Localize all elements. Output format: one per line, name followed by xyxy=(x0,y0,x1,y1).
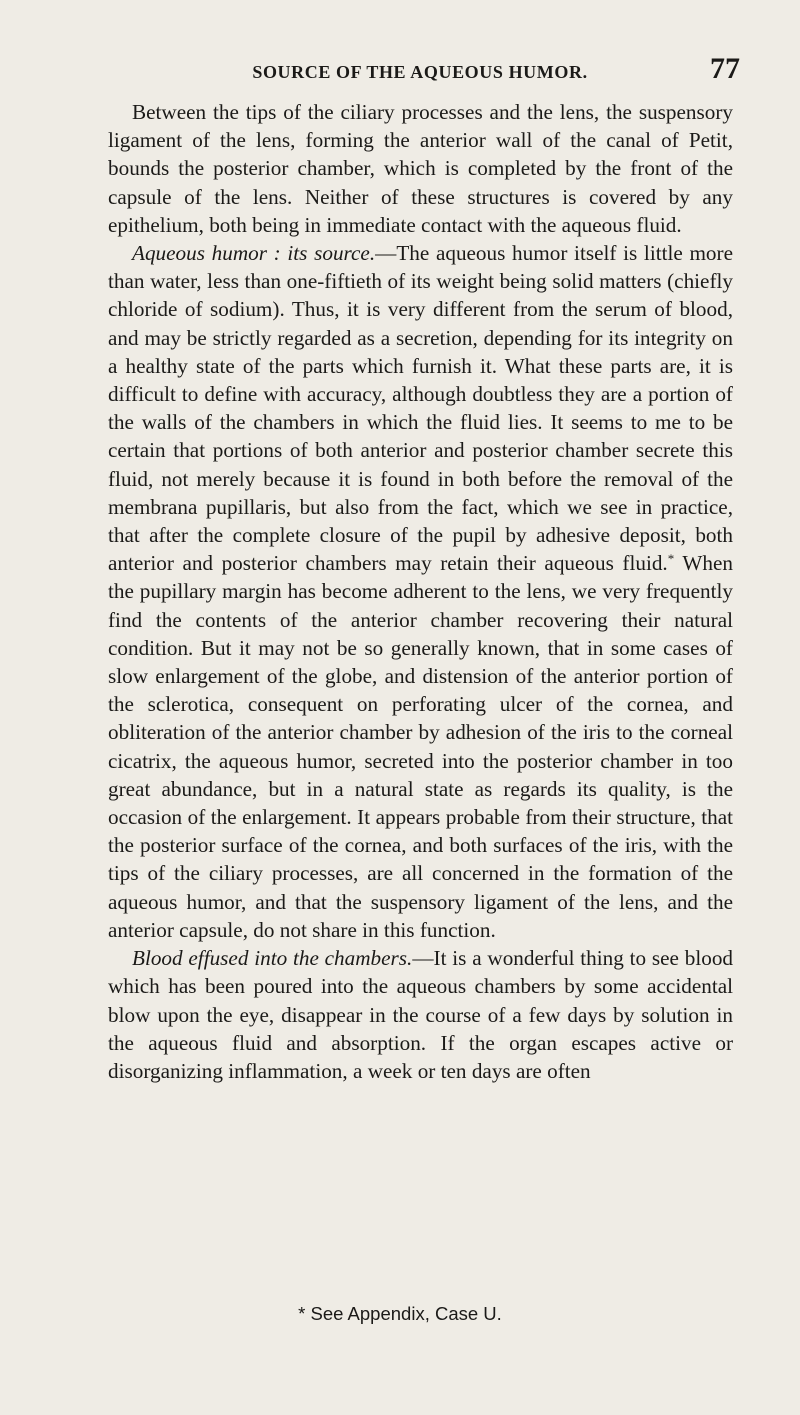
paragraph-text: —It is a wonderful thing to see blood which has been poured into the aqueous chambers by some accidental blow upon the eye, disappear in the course of a few days by solution in the aqueous fluid and absorption. If the organ escapes active or disorganizing inflammation, a week or ten days are often xyxy=(108,946,734,1083)
page-number: 77 xyxy=(710,52,740,85)
section-heading-blood-effused: Blood effused into the chambers. xyxy=(132,946,413,971)
paragraph-blood-effused xyxy=(108,944,733,1085)
body-text xyxy=(108,98,733,1085)
paragraph-text-continued: When the pupillary margin has become adherent to the lens, we very frequently find the contents of the anterior chamber recovering their natural condition. But it may not be so generally known, that in some cases of slow enlargement of the globe, and distension of the anterior portion of the sclerotica, consequent on perforating ulcer of the cornea, and obliteration of the anterior chamber by adhesion of the iris to the corneal cicatrix, the aqueous humor, secreted into the posterior chamber in too great abundance, but in a natural state as regards its quality, is the occasion of the enlargement. It appears probable from their structure, that the posterior surface of the cornea, and both surfaces of the iris, with the tips of the ciliary processes, are all concerned in the formation of the aqueous humor, and that the suspensory ligament of the lens, and the anterior capsule, do not share in this function. xyxy=(108,551,733,942)
page-header xyxy=(100,52,740,92)
paragraph-ciliary-processes xyxy=(108,98,733,239)
section-heading-aqueous-humor: Aqueous humor : its source. xyxy=(132,241,376,266)
footnote-marker: * xyxy=(667,551,675,567)
paragraph-text: Between the tips of the ciliary processes and the lens, the suspensory ligament of the lens, forming the anterior wall of the canal of Petit, bounds the posterior chamber, which is completed by the front of the capsule of the lens. Neither of these structures is covered by any epithelium, both being in immediate contact with the aqueous fluid. xyxy=(108,100,733,237)
footnote: * See Appendix, Case U. xyxy=(298,1303,502,1324)
running-head: SOURCE OF THE AQUEOUS HUMOR. xyxy=(252,62,588,82)
paragraph-text: —The aqueous humor itself is little more than water, less than one-fiftieth of its weight being solid matters (chiefly chloride of sodium). Thus, it is very different from the serum of blood, and may be strictly regarded as a secretion, depending for its integrity on a healthy state of the parts which furnish it. What these parts are, it is difficult to define with accuracy, although doubtless they are a portion of the walls of the chambers in which the fluid lies. It seems to me to be certain that portions of both anterior and posterior chamber secrete this fluid, not merely because it is found in both before the removal of the membrana pupillaris, but also from the fact, which we see in practice, that after the complete closure of the pupil by adhesive deposit, both anterior and posterior chambers may retain their aqueous fluid. xyxy=(108,241,733,576)
paragraph-aqueous-humor xyxy=(108,239,733,944)
